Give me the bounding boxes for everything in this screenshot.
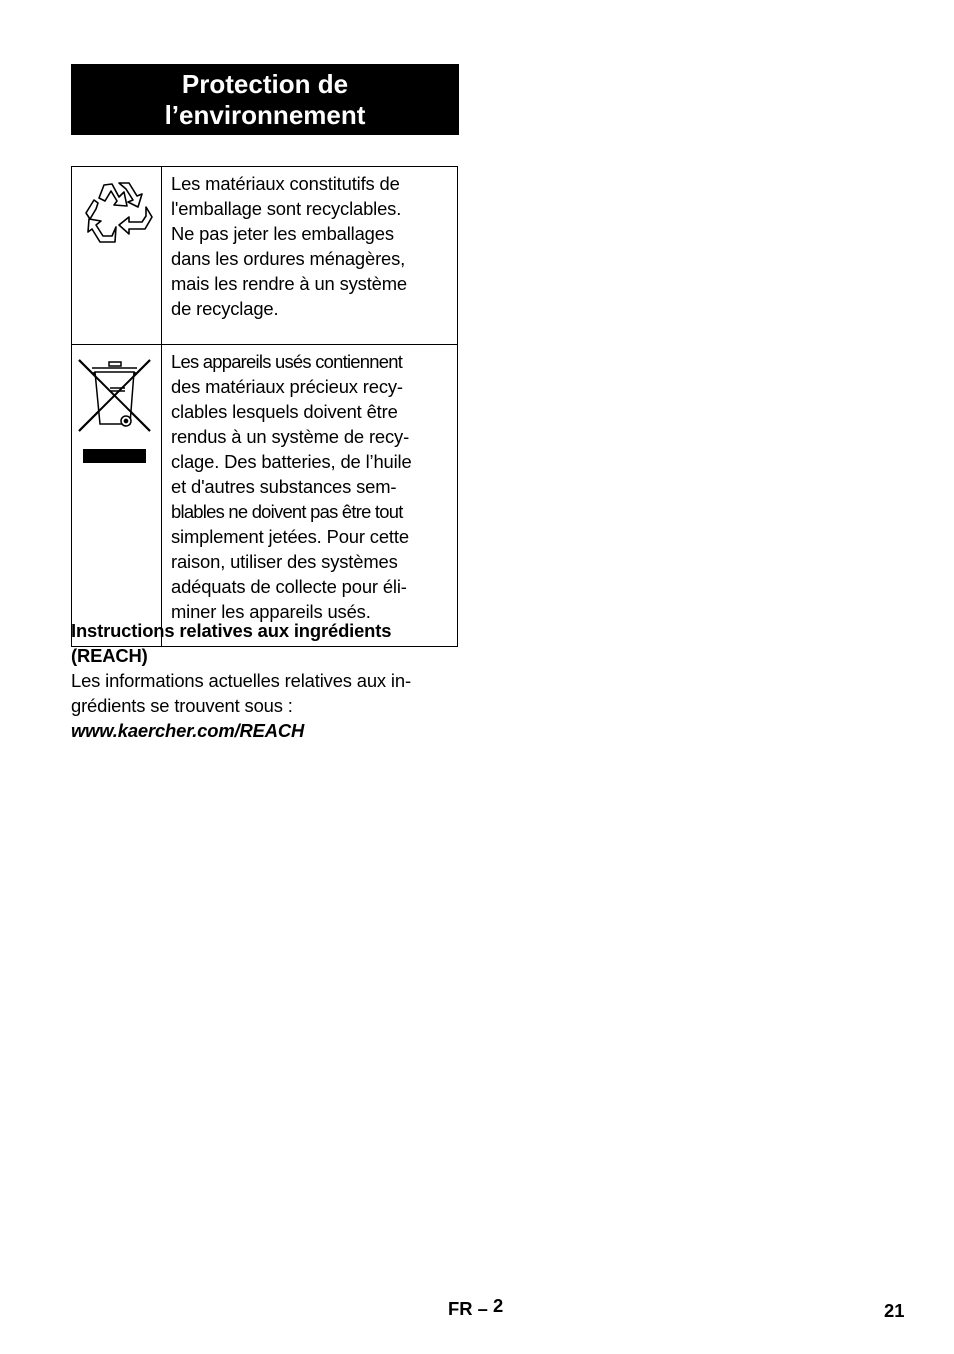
- paragraph-line: Ne pas jeter les emballages: [171, 223, 394, 244]
- paragraph-line: miner les appareils usés.: [171, 601, 371, 622]
- paragraph-line: dans les ordures ménagères,: [171, 248, 406, 269]
- table-text-cell: [162, 345, 458, 647]
- paragraph-line: adéquats de collecte pour éli-: [171, 576, 407, 597]
- table-icon-cell: [72, 345, 162, 647]
- footer-dash: –: [477, 1298, 488, 1319]
- paragraph-line: et d'autres substances sem-: [171, 476, 397, 497]
- paragraph-line: clables lesquels doivent être: [171, 401, 398, 422]
- paragraph-line: rendus à un système de recy-: [171, 426, 410, 447]
- footer-section-page: 2: [493, 1295, 504, 1316]
- page-number: 21: [884, 1300, 905, 1321]
- paragraph-line: raison, utiliser des systèmes: [171, 551, 398, 572]
- paragraph-line: simplement jetées. Pour cette: [171, 526, 409, 547]
- reach-heading-line-2: (REACH): [71, 645, 148, 666]
- paragraph-line: blables ne doivent pas être tout: [171, 501, 403, 522]
- paragraph-line: des matériaux précieux recy-: [171, 376, 403, 397]
- footer-section-label: [448, 1296, 503, 1321]
- table-row: [72, 345, 458, 647]
- table-row: [72, 167, 458, 345]
- paragraph-line: l'emballage sont recyclables.: [171, 198, 402, 219]
- paragraph-line: Les matériaux constitutifs de: [171, 173, 400, 194]
- reach-heading-line-1: Instructions relatives aux ingrédients: [71, 620, 392, 641]
- reach-section: [71, 618, 463, 743]
- crossed-out-wheelie-bin-icon: [72, 345, 161, 475]
- page-title: [165, 69, 366, 131]
- table-text-cell: [162, 167, 458, 345]
- paragraph-line: Les appareils usés contiennent: [171, 351, 403, 372]
- paragraph-line: de recyclage.: [171, 298, 279, 319]
- reach-body-line-2: grédients se trouvent sous :: [71, 695, 293, 716]
- reach-url-link[interactable]: www.kaercher.com/REACH: [71, 720, 305, 741]
- page-title-line-2: l’environnement: [164, 99, 366, 130]
- table-icon-cell: [72, 167, 162, 345]
- footer-language: FR: [448, 1298, 473, 1319]
- section-title-banner: [71, 64, 459, 135]
- paragraph-line: clage. Des batteries, de l’huile: [171, 451, 412, 472]
- page-title-line-1: Protection de: [181, 68, 349, 99]
- recycling-symbol-icon: [72, 167, 161, 267]
- reach-body-line-1: Les informations actuelles relatives aux in-: [71, 670, 411, 691]
- environment-info-table: [71, 166, 458, 647]
- paragraph-line: mais les rendre à un système: [171, 273, 408, 294]
